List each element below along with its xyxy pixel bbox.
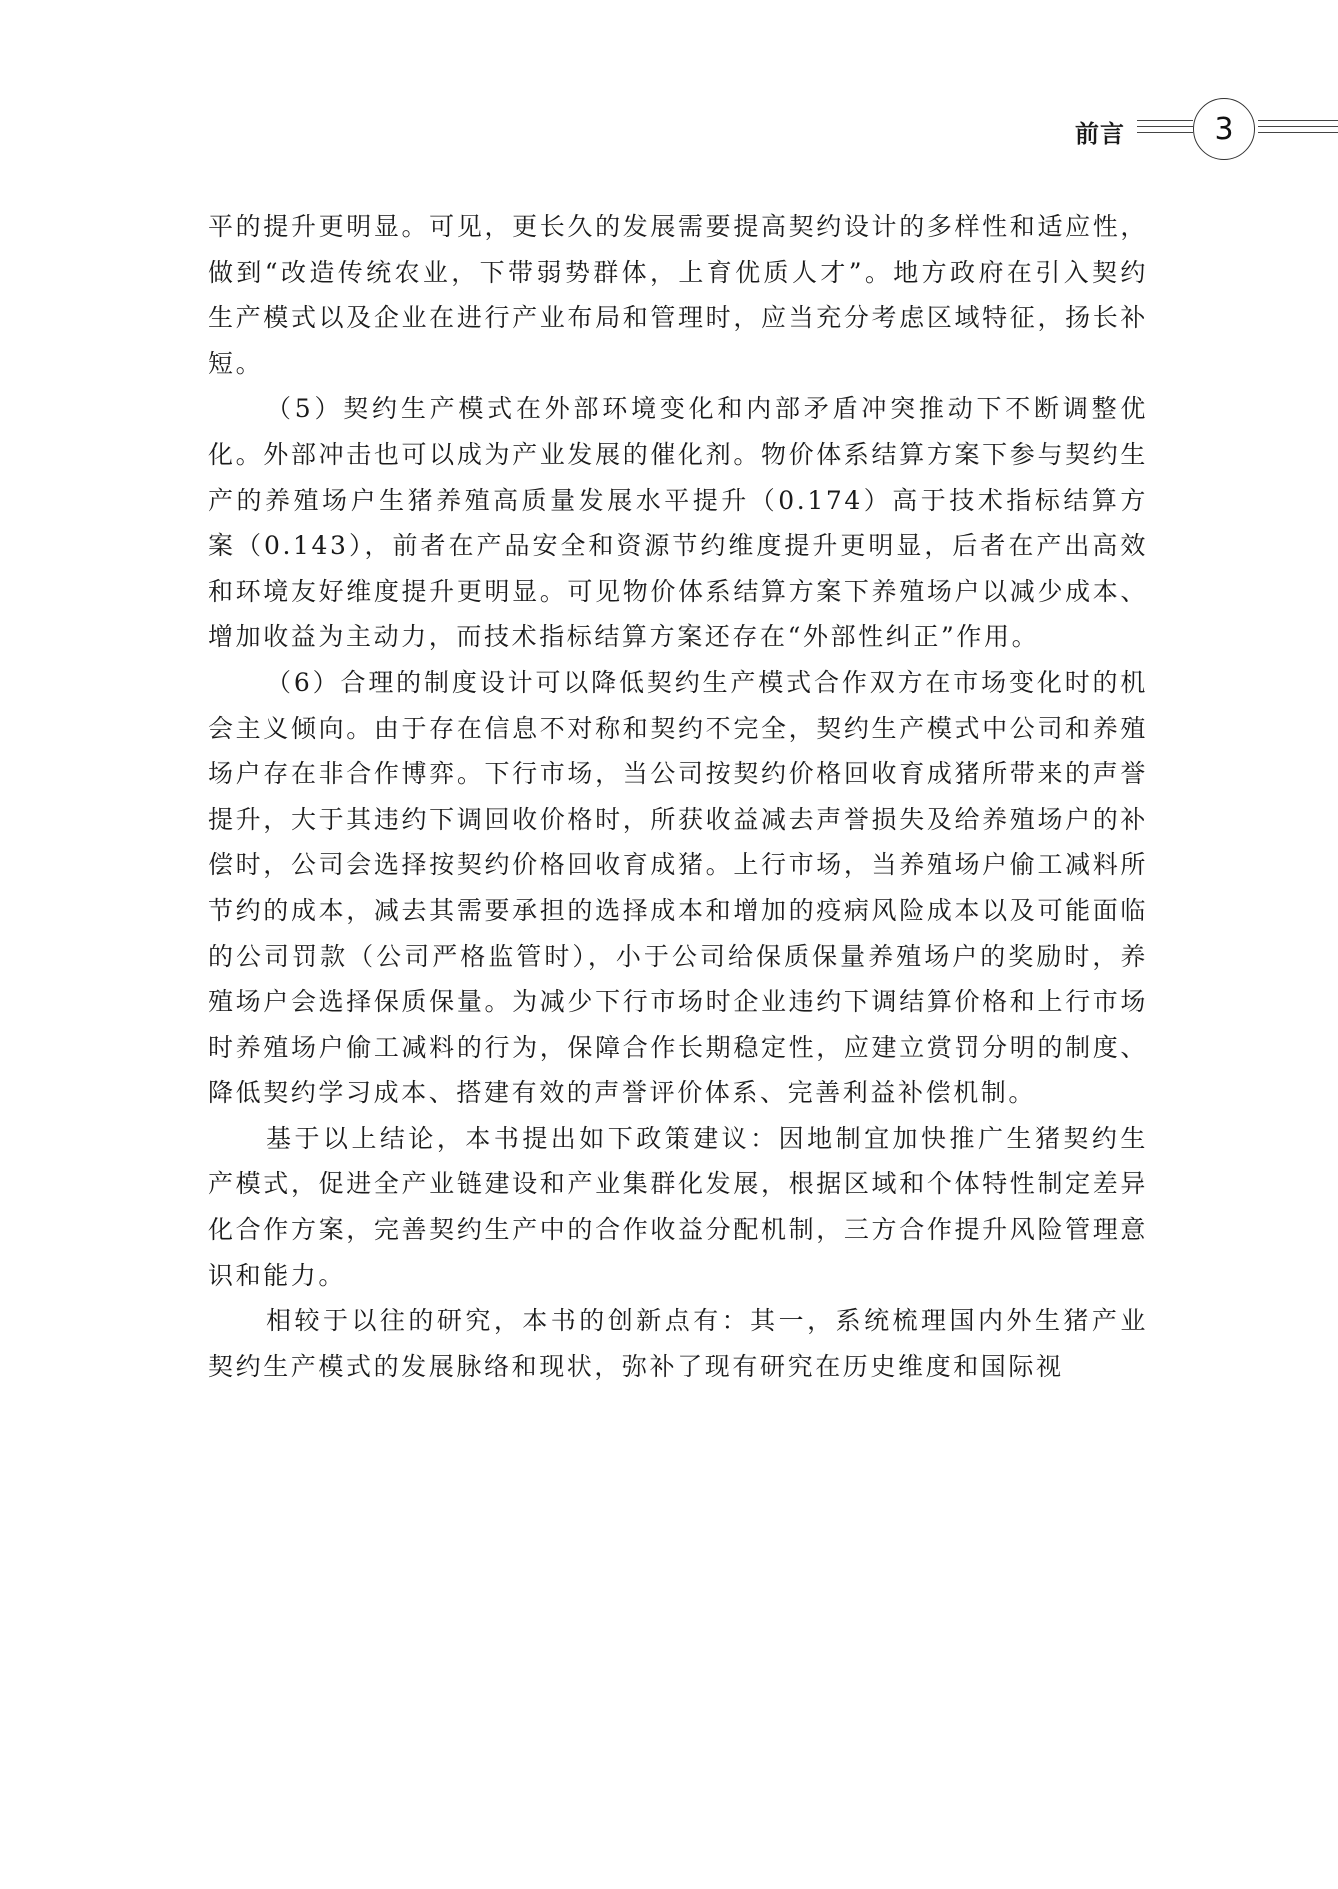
page-number-badge	[1193, 98, 1255, 160]
paragraph-conclusion-6: （6）合理的制度设计可以降低契约生产模式合作双方在市场变化时的机会主义倾向。由于存在信息不对称和契约不完全，契约生产模式中公司和养殖场户存在非合作博弈。下行市场，当公司按契约价格回收育成猪所带来的声誉提升，大于其违约下调回收价格时，所获收益减去声誉损失及给养殖场户的补偿时，公司会选择按契约价格回收育成猪。上行市场，当养殖场户偷工减料所节约的成本，减去其需要承担的选择成本和增加的疫病风险成本以及可能面临的公司罚款（公司严格监管时），小于公司给保质保量养殖场户的奖励时，养殖场户会选择保质保量。为减少下行市场时企业违约下调结算价格和上行市场时养殖场户偷工减料的行为，保障合作长期稳定性，应建立赏罚分明的制度、降低契约学习成本、搭建有效的声誉评价体系、完善利益补偿机制。	[208, 667, 1148, 1108]
header-rule-left	[1137, 120, 1193, 140]
body-text	[208, 204, 1148, 1389]
paragraph-policy-suggestions: 基于以上结论，本书提出如下政策建议：因地制宜加快推广生猪契约生产模式，促进全产业链建设和产业集群化发展，根据区域和个体特性制定差异化合作方案，完善契约生产中的合作收益分配机制，三方合作提升风险管理意识和能力。	[208, 1123, 1148, 1290]
running-header	[0, 98, 1338, 168]
section-label: 前言	[1075, 120, 1125, 148]
page-number: 3	[1214, 111, 1234, 147]
paragraph-innovations: 相较于以往的研究，本书的创新点有：其一，系统梳理国内外生猪产业契约生产模式的发展脉络和现状，弥补了现有研究在历史维度和国际视	[208, 1306, 1148, 1381]
header-rule-right	[1258, 120, 1338, 140]
paragraph-conclusion-5: （5）契约生产模式在外部环境变化和内部矛盾冲突推动下不断调整优化。外部冲击也可以成为产业发展的催化剂。物价体系结算方案下参与契约生产的养殖场户生猪养殖高质量发展水平提升（0.174）高于技术指标结算方案（0.143），前者在产品安全和资源节约维度提升更明显，后者在产出高效和环境友好维度提升更明显。可见物价体系结算方案下养殖场户以减少成本、增加收益为主动力，而技术指标结算方案还存在“外部性纠正”作用。	[208, 394, 1148, 652]
paragraph-continued: 平的提升更明显。可见，更长久的发展需要提高契约设计的多样性和适应性，做到“改造传统农业，下带弱势群体，上育优质人才”。地方政府在引入契约生产模式以及企业在进行产业布局和管理时，应当充分考虑区域特征，扬长补短。	[208, 212, 1148, 378]
